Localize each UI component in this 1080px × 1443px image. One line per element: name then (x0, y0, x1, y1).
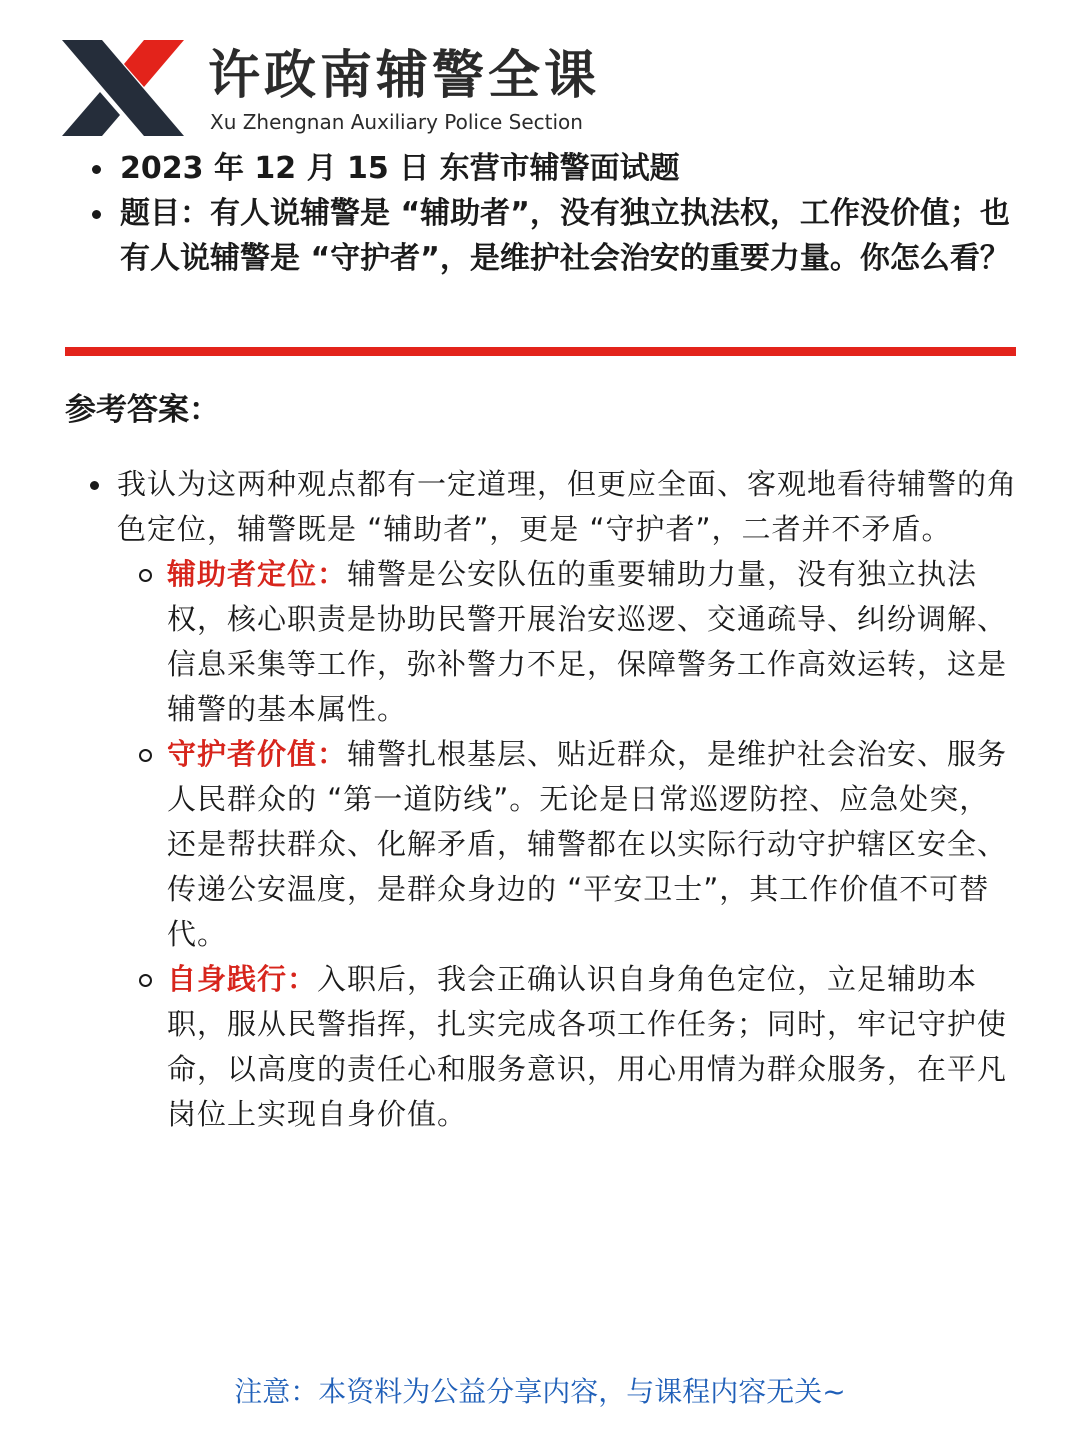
point-guardian-value (167, 732, 1018, 957)
answer-points (88, 552, 1018, 1137)
point-title: 自身践行： (167, 962, 318, 996)
point-text: 辅警是公安队伍的重要辅助力量，没有独立执法权，核心职责是协助民警开展治安巡逻、交通疏导、纠纷调解、信息采集等工作，弥补警力不足，保障警务工作高效运转，这是辅警的基本属性。 (167, 557, 1008, 726)
answer-body (88, 462, 1018, 1137)
point-title: 守护者价值： (167, 737, 348, 771)
brand-title: 许政南辅警全课 (208, 46, 601, 106)
hollow-bullet-icon (139, 569, 152, 582)
point-self-practice (167, 957, 1018, 1137)
answer-heading: 参考答案： (65, 392, 220, 428)
exam-date-item: 2023 年 12 月 15 日 东营市辅警面试题 (90, 146, 1020, 191)
section-divider (65, 347, 1016, 356)
point-title: 辅助者定位： (167, 557, 348, 591)
answer-intro: 我认为这两种观点都有一定道理，但更应全面、客观地看待辅警的角色定位，辅警既是 “辅助者”，更是 “守护者”，二者并不矛盾。 (88, 462, 1018, 552)
brand-header (62, 38, 662, 140)
brand-x-logo-icon (62, 40, 184, 136)
hollow-bullet-icon (139, 974, 152, 987)
brand-subtitle: Xu Zhengnan Auxiliary Police Section (210, 110, 583, 134)
question-item: 题目：有人说辅警是 “辅助者”，没有独立执法权，工作没价值；也有人说辅警是 “守护者”，是维护社会治安的重要力量。你怎么看？ (90, 191, 1020, 281)
point-assistant-role (167, 552, 1018, 732)
footer-notice: 注意：本资料为公益分享内容，与课程内容无关~ (234, 1375, 846, 1408)
point-text: 辅警扎根基层、贴近群众，是维护社会治安、服务人民群众的 “第一道防线”。无论是日常巡逻防控、应急处突，还是帮扶群众、化解矛盾，辅警都在以实际行动守护辖区安全、传递公安温度，是群众身边的 “平安卫士”，其工作价值不可替代。 (167, 737, 1008, 951)
hollow-bullet-icon (139, 749, 152, 762)
question-list (90, 146, 1020, 281)
point-text: 入职后，我会正确认识自身角色定位，立足辅助本职，服从民警指挥，扎实完成各项工作任务；同时，牢记守护使命，以高度的责任心和服务意识，用心用情为群众服务，在平凡岗位上实现自身价值。 (167, 962, 1008, 1131)
